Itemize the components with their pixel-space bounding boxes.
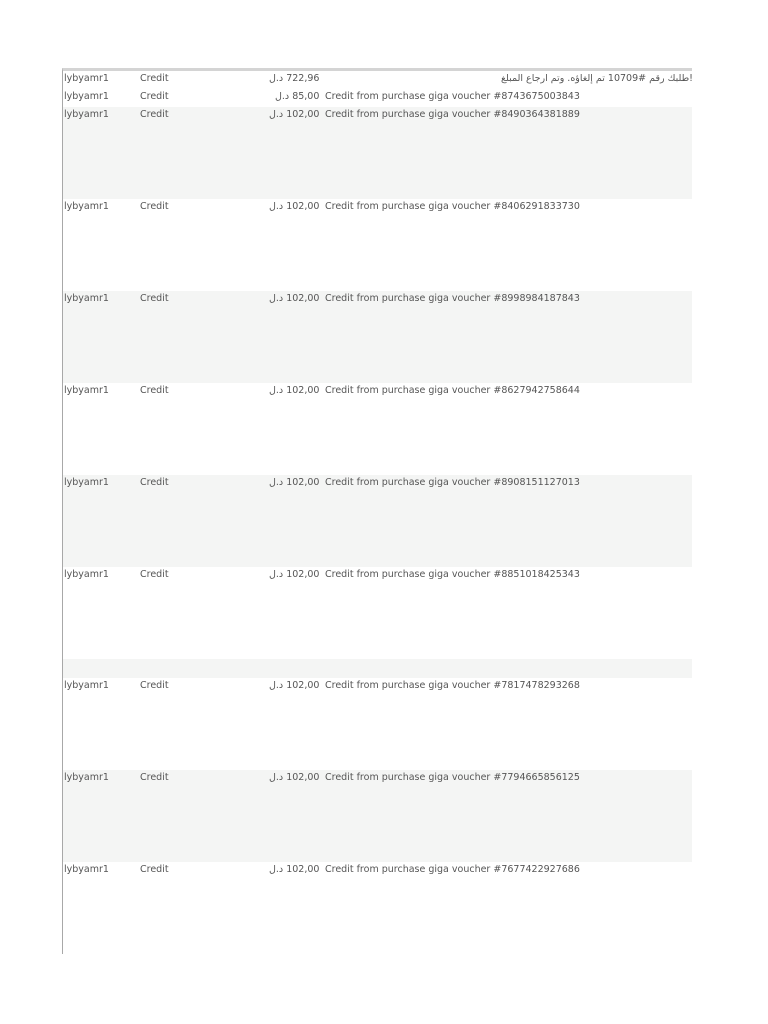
table-row: [63, 770, 692, 862]
amount-cell: 102,00 د.ل: [269, 385, 320, 396]
description-cell: Credit from purchase giga voucher #8627942758644: [325, 385, 580, 396]
user-cell: lybyamr1: [64, 293, 109, 304]
type-cell: Credit: [140, 91, 169, 102]
type-cell: Credit: [140, 477, 169, 488]
user-cell: lybyamr1: [64, 680, 109, 691]
type-cell: Credit: [140, 73, 169, 84]
table-row: [63, 291, 692, 383]
type-cell: Credit: [140, 772, 169, 783]
amount-cell: 102,00 د.ل: [269, 477, 320, 488]
type-cell: Credit: [140, 109, 169, 120]
amount-cell: 722,96 د.ل: [269, 73, 320, 84]
user-cell: lybyamr1: [64, 385, 109, 396]
table-row: [63, 199, 692, 291]
user-cell: lybyamr1: [64, 109, 109, 120]
user-cell: lybyamr1: [64, 569, 109, 580]
row-separator: [63, 659, 692, 678]
user-cell: lybyamr1: [64, 772, 109, 783]
table-row: [63, 678, 692, 770]
amount-cell: 102,00 د.ل: [269, 109, 320, 120]
type-cell: Credit: [140, 293, 169, 304]
user-cell: lybyamr1: [64, 477, 109, 488]
description-cell: Credit from purchase giga voucher #8406291833730: [325, 201, 580, 212]
description-cell: Credit from purchase giga voucher #8851018425343: [325, 569, 580, 580]
user-cell: lybyamr1: [64, 91, 109, 102]
user-cell: lybyamr1: [64, 864, 109, 875]
type-cell: Credit: [140, 385, 169, 396]
description-cell: !طلبك رقم #10709 تم إلغاؤه. وتم ارجاع المبلغ: [500, 73, 693, 84]
type-cell: Credit: [140, 569, 169, 580]
table-row: [63, 107, 692, 199]
description-cell: Credit from purchase giga voucher #7817478293268: [325, 680, 580, 691]
table-row: [63, 567, 692, 659]
description-cell: Credit from purchase giga voucher #8743675003843: [325, 91, 580, 102]
amount-cell: 85,00 د.ل: [275, 91, 320, 102]
type-cell: Credit: [140, 680, 169, 691]
user-cell: lybyamr1: [64, 201, 109, 212]
type-cell: Credit: [140, 201, 169, 212]
description-cell: Credit from purchase giga voucher #7677422927686: [325, 864, 580, 875]
amount-cell: 102,00 د.ل: [269, 201, 320, 212]
description-cell: Credit from purchase giga voucher #7794665856125: [325, 772, 580, 783]
table-row: [63, 383, 692, 475]
amount-cell: 102,00 د.ل: [269, 680, 320, 691]
table-row: [63, 89, 692, 107]
table-row: [63, 862, 692, 954]
amount-cell: 102,00 د.ل: [269, 864, 320, 875]
amount-cell: 102,00 د.ل: [269, 569, 320, 580]
amount-cell: 102,00 د.ل: [269, 293, 320, 304]
table-row: [63, 475, 692, 567]
transactions-table: [62, 68, 692, 954]
type-cell: Credit: [140, 864, 169, 875]
description-cell: Credit from purchase giga voucher #8908151127013: [325, 477, 580, 488]
amount-cell: 102,00 د.ل: [269, 772, 320, 783]
description-cell: Credit from purchase giga voucher #8998984187843: [325, 293, 580, 304]
description-cell: Credit from purchase giga voucher #8490364381889: [325, 109, 580, 120]
user-cell: lybyamr1: [64, 73, 109, 84]
table-row: [63, 71, 692, 89]
